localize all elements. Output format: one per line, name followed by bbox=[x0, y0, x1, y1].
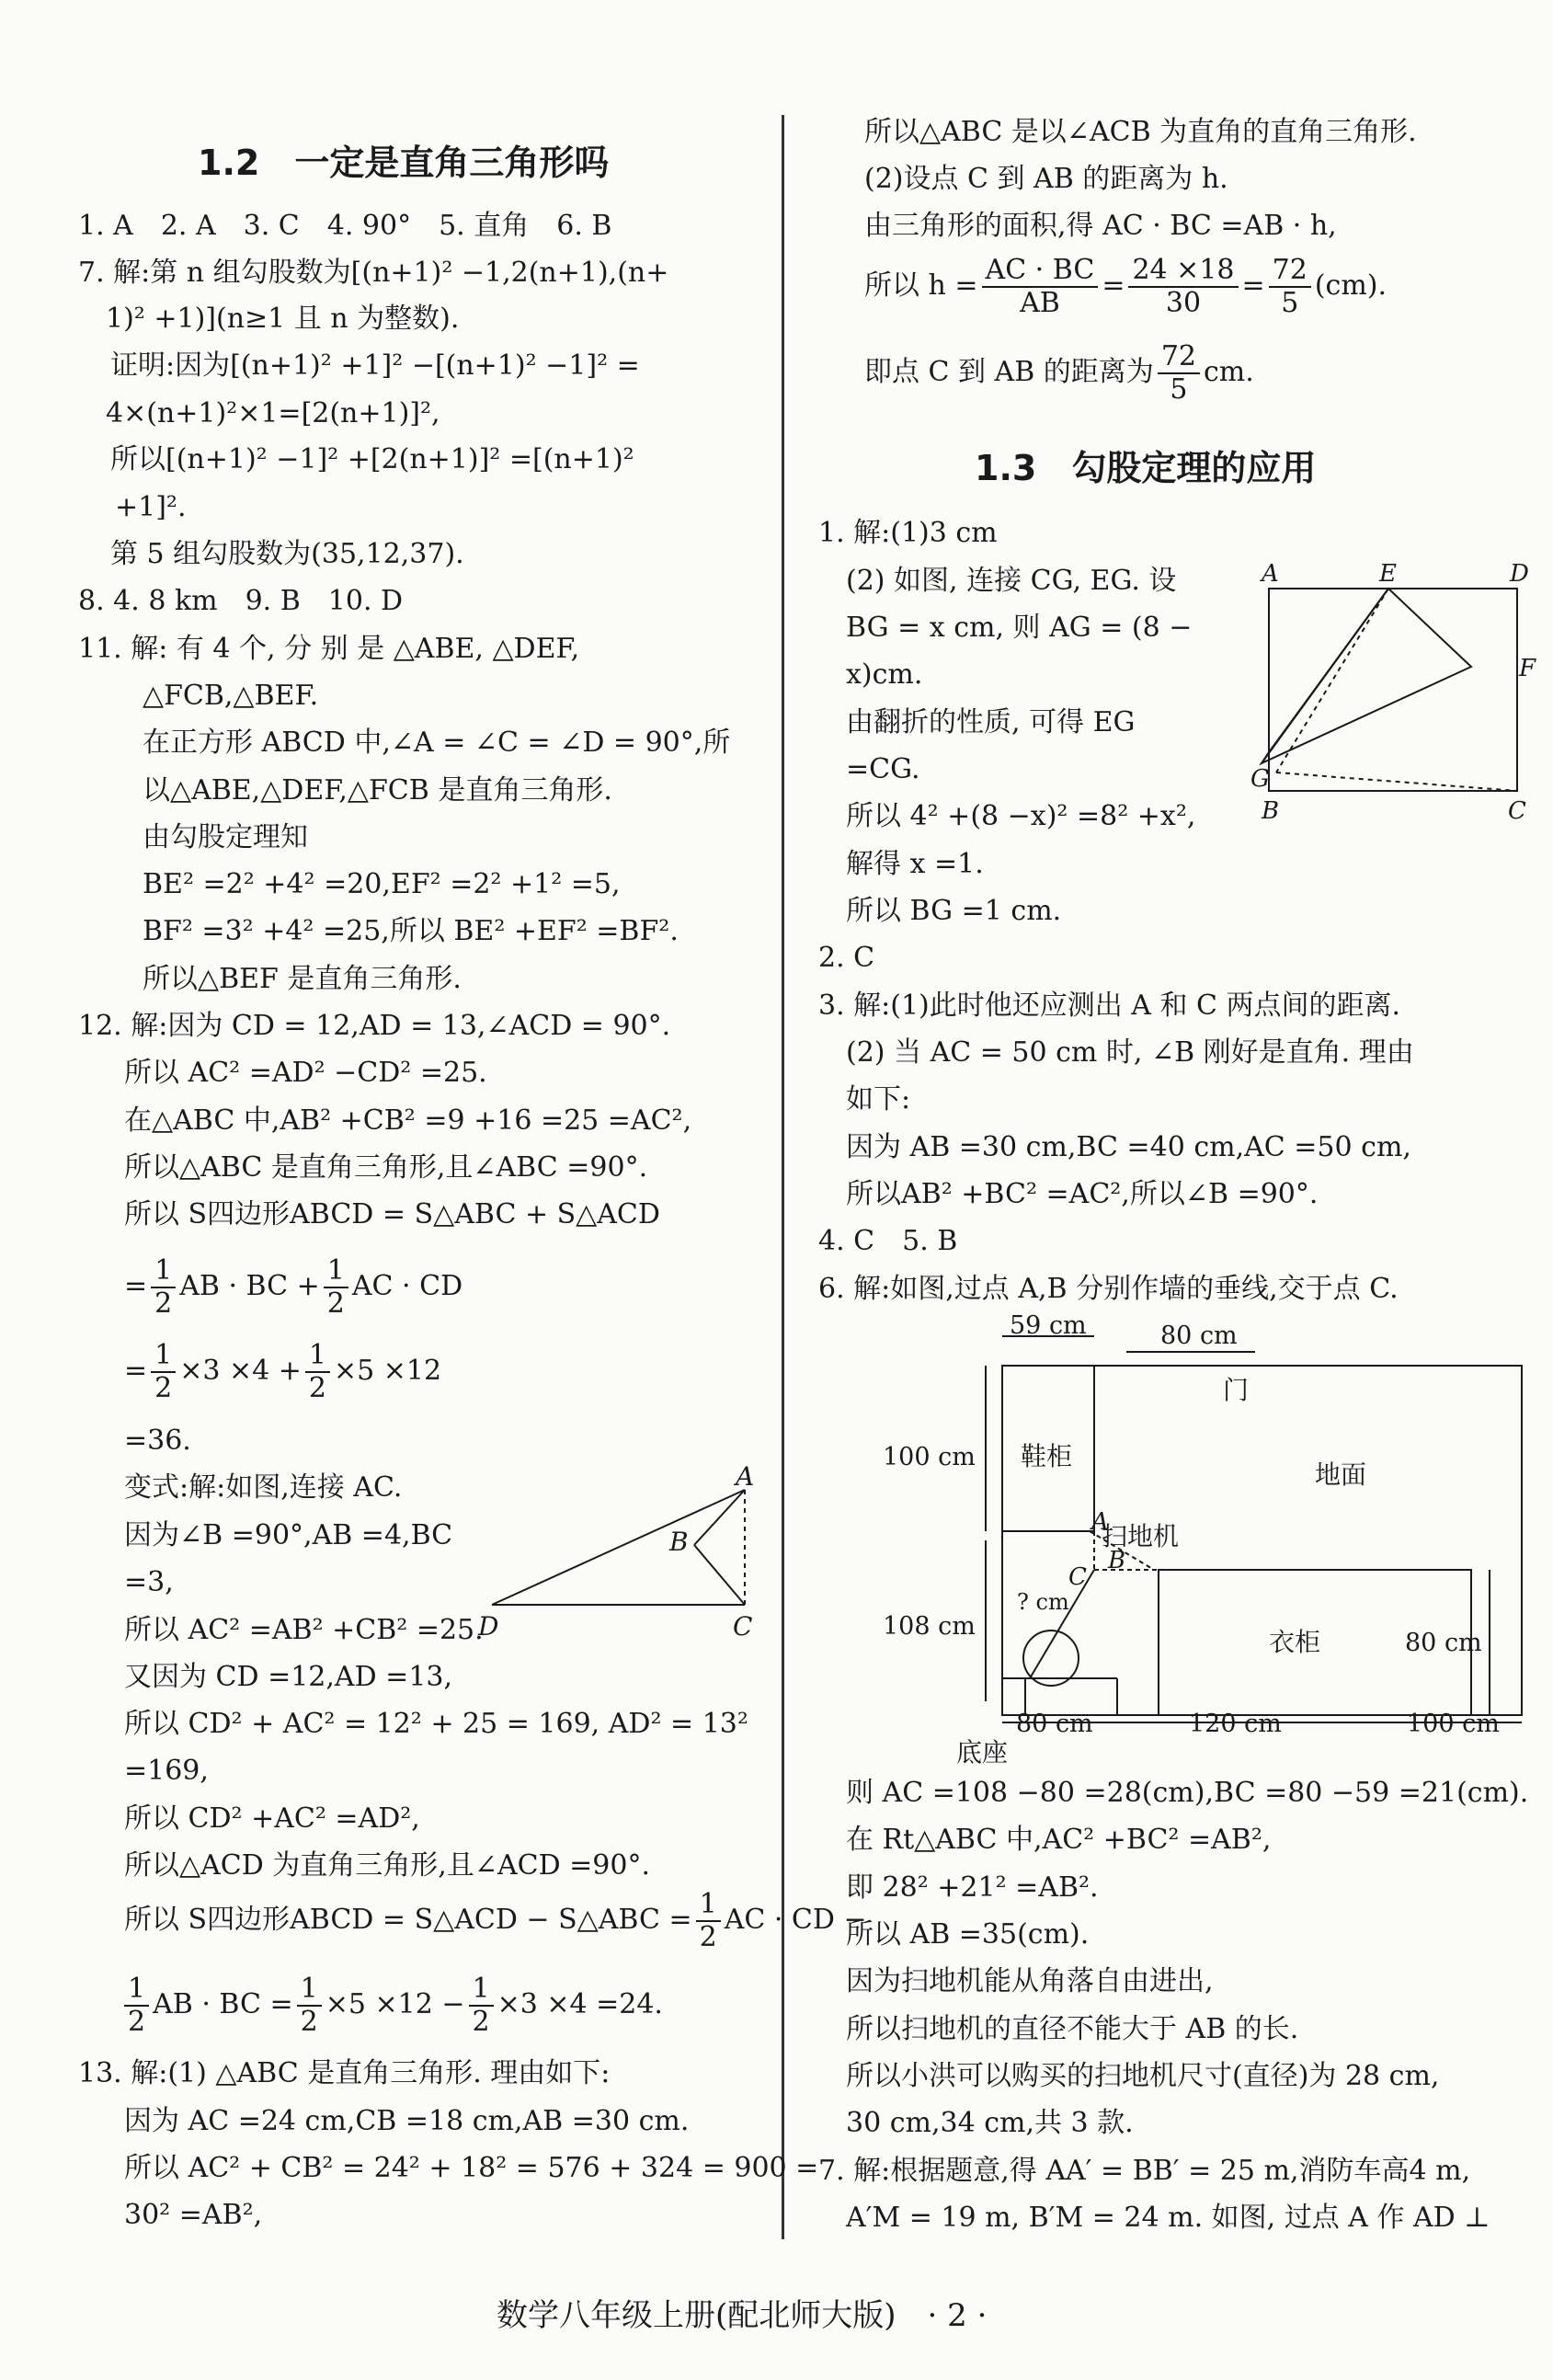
answer-line: A′M = 19 m, B′M = 24 m. 如图, 过点 A 作 AD ⊥ bbox=[846, 2202, 1490, 2234]
equation-line: 即点 C 到 AB 的距离为 $\frac{72}{5}$ cm. bbox=[864, 340, 1254, 406]
unknown-dim-label: ? cm bbox=[1017, 1589, 1069, 1615]
vertex-label-f: F bbox=[1519, 655, 1536, 682]
answer-line: 因为 AC =24 cm,CB =18 cm,AB =30 cm. bbox=[124, 2105, 690, 2137]
answer-line: 即 28² +21² =AB². bbox=[846, 1871, 1099, 1904]
dim-label-120: 120 cm bbox=[1189, 1710, 1282, 1738]
dim-label-108: 108 cm bbox=[883, 1612, 976, 1641]
answer-line: 所以△ABC 是以∠ACB 为直角的直角三角形. bbox=[864, 116, 1417, 148]
answer-line: 变式:解:如图,连接 AC. bbox=[124, 1471, 403, 1504]
answer-line: 所以 BG =1 cm. bbox=[846, 895, 1062, 927]
point-label-b: B bbox=[1108, 1547, 1126, 1574]
vertex-label-c: C bbox=[733, 1611, 753, 1642]
section-title-1-2: 1.2 一定是直角三角形吗 bbox=[198, 143, 610, 183]
answer-line: =169, bbox=[124, 1755, 209, 1787]
answer-line: 1. 解:(1)3 cm bbox=[818, 517, 998, 549]
quadrilateral-figure bbox=[469, 1453, 763, 1646]
answer-line: 3. 解:(1)此时他还应测出 A 和 C 两点间的距离. bbox=[818, 990, 1401, 1022]
dim-label-100-bottom: 100 cm bbox=[1407, 1710, 1500, 1738]
robot-label: 扫地机 bbox=[1102, 1521, 1180, 1551]
answer-line: 所以 CD² +AC² =AD², bbox=[124, 1802, 420, 1835]
answer-line: 所以 AC² =AB² +CB² =25. bbox=[124, 1614, 484, 1646]
answer-line: 2. C bbox=[818, 942, 875, 974]
answer-line: 13. 解:(1) △ABC 是直角三角形. 理由如下: bbox=[78, 2057, 611, 2089]
answer-line: 所以 AB =35(cm). bbox=[846, 1918, 1090, 1951]
answer-line: 4. C 5. B bbox=[818, 1225, 958, 1257]
answer-line: 由翻折的性质, 可得 EG bbox=[846, 706, 1136, 738]
answer-line: △FCB,△BEF. bbox=[143, 680, 319, 712]
answer-line: =CG. bbox=[846, 753, 920, 785]
dim-label-59: 59 cm bbox=[1010, 1311, 1087, 1340]
vertex-label-g: G bbox=[1250, 765, 1270, 793]
answer-line: 由勾股定理知 bbox=[143, 821, 308, 853]
answer-line: 如下: bbox=[846, 1083, 911, 1116]
wardrobe-label: 衣柜 bbox=[1269, 1627, 1321, 1657]
equation-line: 所以 h = $\frac{AC \cdot BC}{AB}$ = $\frac{24 \times 18}{30}$ = $\frac{72}{5}$ (cm). bbox=[864, 254, 1387, 319]
square-fold-figure bbox=[1250, 561, 1545, 837]
vertex-label-a: A bbox=[1262, 561, 1279, 588]
dim-label-100-left: 100 cm bbox=[883, 1443, 976, 1471]
vertex-label-e: E bbox=[1379, 561, 1397, 588]
page-footer: 数学八年级上册(配北师大版) · 2 · bbox=[497, 2297, 988, 2334]
answer-line: BG = x cm, 则 AG = (8 − bbox=[846, 612, 1193, 644]
answer-line: 12. 解:因为 CD = 12,AD = 13,∠ACD = 90°. bbox=[78, 1010, 671, 1042]
answer-line: 30 cm,34 cm,共 3 款. bbox=[846, 2107, 1134, 2139]
answer-line: 4×(n+1)²×1=[2(n+1)]², bbox=[106, 397, 440, 429]
dim-label-80-right: 80 cm bbox=[1405, 1629, 1482, 1657]
answer-line: 6. 解:如图,过点 A,B 分别作墙的垂线,交于点 C. bbox=[818, 1273, 1399, 1305]
answer-line: BF² =3² +4² =25,所以 BE² +EF² =BF². bbox=[143, 915, 679, 947]
floor-label: 地面 bbox=[1315, 1459, 1367, 1490]
answer-line: 所以 S四边形ABCD = S△ABC + S△ACD bbox=[124, 1198, 660, 1230]
answer-line: 1)² +1)](n≥1 且 n 为整数). bbox=[106, 303, 460, 335]
answer-line: 所以AB² +BC² =AC²,所以∠B =90°. bbox=[846, 1178, 1319, 1210]
door-label: 门 bbox=[1223, 1375, 1250, 1405]
vertex-label-b: B bbox=[1262, 797, 1280, 825]
dim-label-80-top: 80 cm bbox=[1160, 1322, 1238, 1350]
equation-line: $\frac{1}{2}$ AB · BC = $\frac{1}{2}$ ×5 ×12 − $\frac{1}{2}$ ×3 ×4 =24. bbox=[124, 1968, 663, 2042]
answer-line: 所以 4² +(8 −x)² =8² +x², bbox=[846, 800, 1196, 832]
answer-line: BE² =2² +4² =20,EF² =2² +1² =5, bbox=[143, 868, 621, 900]
answer-line: 所以小洪可以购买的扫地机尺寸(直径)为 28 cm, bbox=[846, 2060, 1440, 2092]
answer-line: 所以扫地机的直径不能大于 AB 的长. bbox=[846, 2013, 1299, 2045]
answer-line: 1. A 2. A 3. C 4. 90° 5. 直角 6. B bbox=[78, 210, 612, 242]
answer-line: 证明:因为[(n+1)² +1]² −[(n+1)² −1]² = bbox=[110, 349, 640, 382]
base-label: 底座 bbox=[956, 1737, 1009, 1768]
answer-line: 则 AC =108 −80 =28(cm),BC =80 −59 =21(cm). bbox=[846, 1777, 1529, 1809]
answer-line: 所以 AC² =AD² −CD² =25. bbox=[124, 1057, 487, 1089]
answer-line: +1]². bbox=[115, 491, 187, 523]
shoe-cabinet-label: 鞋柜 bbox=[1021, 1441, 1073, 1471]
answer-line: 所以 CD² + AC² = 12² + 25 = 169, AD² = 13² bbox=[124, 1708, 748, 1740]
answer-line: 7. 解:第 n 组勾股数为[(n+1)² −1,2(n+1),(n+ bbox=[78, 257, 669, 289]
answer-line: 11. 解: 有 4 个, 分 别 是 △ABE, △DEF, bbox=[78, 633, 580, 665]
answer-line: 7. 解:根据题意,得 AA′ = BB′ = 25 m,消防车高4 m, bbox=[818, 2155, 1471, 2187]
answer-line: 所以[(n+1)² −1]² +[2(n+1)]² =[(n+1)² bbox=[110, 443, 634, 475]
answer-line: x)cm. bbox=[846, 658, 923, 691]
answer-line: =3, bbox=[124, 1566, 174, 1598]
equation-line: = $\frac{1}{2}$ AB · BC + $\frac{1}{2}$ AC · CD bbox=[124, 1254, 463, 1320]
answer-line: 第 5 组勾股数为(35,12,37). bbox=[110, 538, 464, 570]
answer-line: =36. bbox=[124, 1425, 191, 1457]
answer-line: 在正方形 ABCD 中,∠A = ∠C = ∠D = 90°,所 bbox=[143, 727, 731, 759]
vertex-label-d: D bbox=[1510, 561, 1529, 588]
vertex-label-d: D bbox=[478, 1611, 499, 1642]
point-label-c: C bbox=[1068, 1563, 1087, 1591]
section-title-1-3: 1.3 勾股定理的应用 bbox=[975, 448, 1317, 488]
answer-line: 又因为 CD =12,AD =13, bbox=[124, 1661, 453, 1693]
answer-line: 因为∠B =90°,AB =4,BC bbox=[124, 1519, 453, 1551]
answer-line: 30² =AB², bbox=[124, 2199, 263, 2231]
answer-line: (2) 当 AC = 50 cm 时, ∠B 刚好是直角. 理由 bbox=[846, 1036, 1414, 1069]
answer-line: 所以△ABC 是直角三角形,且∠ABC =90°. bbox=[124, 1151, 648, 1184]
vertex-label-b: B bbox=[669, 1527, 689, 1557]
vertex-label-c: C bbox=[1508, 797, 1526, 825]
vertex-label-a: A bbox=[736, 1461, 755, 1492]
answer-line: 所以 AC² + CB² = 24² + 18² = 576 + 324 = 900 = bbox=[124, 2152, 819, 2184]
answer-line: 因为扫地机能从角落自由进出, bbox=[846, 1965, 1214, 1997]
answer-line: (2)设点 C 到 AB 的距离为 h. bbox=[864, 163, 1228, 195]
answer-line: 在 Rt△ABC 中,AC² +BC² =AB², bbox=[846, 1824, 1272, 1856]
answer-line: 在△ABC 中,AB² +CB² =9 +16 =25 =AC², bbox=[124, 1104, 692, 1137]
answer-line: 所以△BEF 是直角三角形. bbox=[143, 963, 462, 995]
answer-line: 8. 4. 8 km 9. B 10. D bbox=[78, 585, 404, 617]
answer-line: 解得 x =1. bbox=[846, 848, 984, 880]
point-label-a: A bbox=[1091, 1508, 1109, 1536]
answer-line: 因为 AB =30 cm,BC =40 cm,AC =50 cm, bbox=[846, 1131, 1411, 1163]
equation-line: 所以 S四边形ABCD = S△ACD − S△ABC = $\frac{1}{2}$ AC · CD − bbox=[124, 1888, 867, 1953]
answer-line: 由三角形的面积,得 AC · BC =AB · h, bbox=[864, 210, 1337, 242]
equation-line: = $\frac{1}{2}$ ×3 ×4 + $\frac{1}{2}$ ×5 ×12 bbox=[124, 1339, 442, 1404]
answer-line: (2) 如图, 连接 CG, EG. 设 bbox=[846, 565, 1177, 597]
room-layout-figure bbox=[883, 1310, 1553, 1770]
dim-label-80-bottom: 80 cm bbox=[1016, 1710, 1093, 1738]
answer-line: 以△ABE,△DEF,△FCB 是直角三角形. bbox=[143, 774, 612, 807]
answer-line: 所以△ACD 为直角三角形,且∠ACD =90°. bbox=[124, 1849, 651, 1882]
